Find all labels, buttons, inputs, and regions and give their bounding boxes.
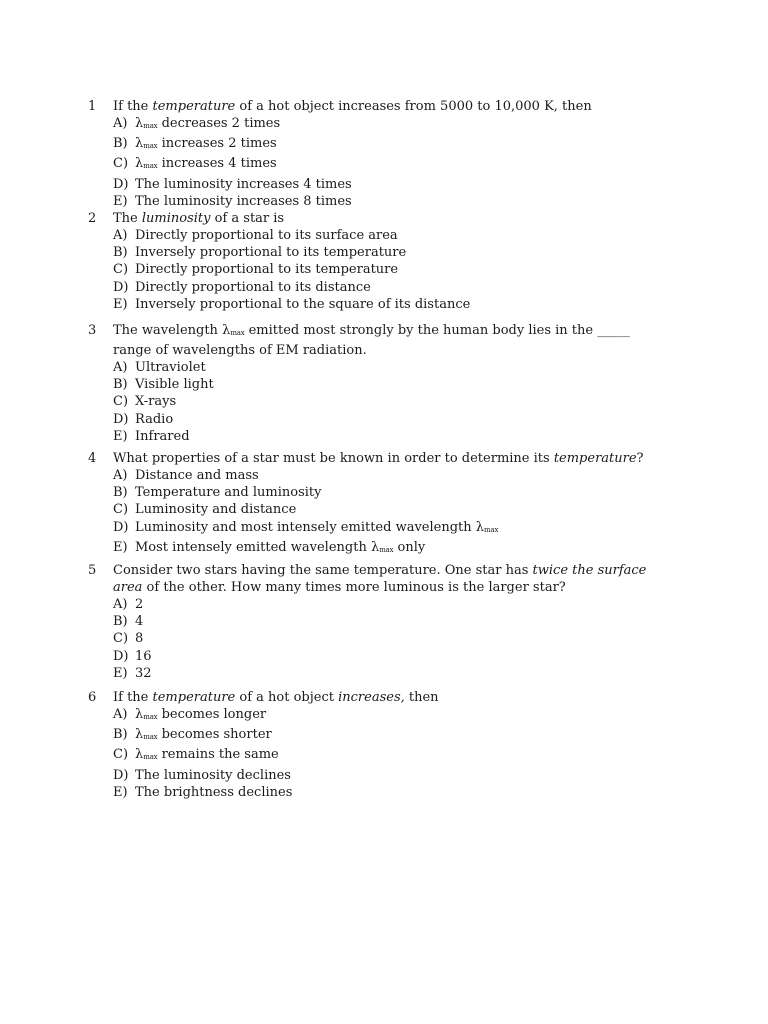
- answer-option: B) λmax increases 2 times: [113, 136, 277, 152]
- answer-option: C) 8: [113, 631, 144, 647]
- answer-option: C) λmax remains the same: [113, 747, 279, 763]
- question-number: 6: [88, 690, 97, 705]
- answer-options: [113, 115, 688, 210]
- answer-options: [113, 467, 688, 559]
- answer-option: C) λmax increases 4 times: [113, 156, 277, 172]
- question-stem: What properties of a star must be known in order to determine its temperature?: [113, 451, 644, 466]
- answer-option: B) Inversely proportional to its temperature: [113, 245, 407, 261]
- answer-option: E) Inversely proportional to the square of its distance: [113, 296, 471, 312]
- question-number: 3: [88, 323, 97, 338]
- answer-option: A) Distance and mass: [113, 468, 259, 483]
- answer-options: [113, 227, 688, 313]
- answer-option: D) The luminosity declines: [113, 767, 291, 783]
- question-stem: If the temperature of a hot object increases from 5000 to 10,000 K, then: [113, 99, 592, 114]
- answer-option: E) 32: [113, 665, 152, 681]
- answer-option: A) λmax decreases 2 times: [113, 116, 281, 131]
- question-stem: The luminosity of a star is: [113, 211, 285, 226]
- answer-options: [113, 359, 688, 445]
- answer-option: D) Directly proportional to its distance: [113, 279, 371, 295]
- answer-option: E) Most intensely emitted wavelength λmax only: [113, 539, 426, 555]
- answer-option: B) λmax becomes shorter: [113, 727, 272, 743]
- answer-option: A) Ultraviolet: [113, 360, 206, 375]
- question-5: [88, 562, 688, 682]
- answer-option: C) X-rays: [113, 394, 177, 410]
- question-1: [88, 98, 688, 210]
- answer-option: A) λmax becomes longer: [113, 707, 267, 722]
- answer-option: A) 2: [113, 597, 144, 612]
- answer-option: B) 4: [113, 614, 144, 630]
- question-stem: If the temperature of a hot object increases, then: [113, 690, 439, 705]
- answer-option: D) Radio: [113, 411, 174, 427]
- answer-options: [113, 706, 688, 801]
- question-3: [88, 322, 688, 445]
- question-stem: The wavelength λmax emitted most strongly by the human body lies in the _____ range of wavelengths of EM radiation.: [113, 323, 630, 358]
- answer-option: E) The brightness declines: [113, 784, 293, 800]
- answer-option: D) The luminosity increases 4 times: [113, 176, 352, 192]
- question-6: [88, 689, 688, 801]
- answer-options: [113, 596, 688, 682]
- question-stem: Consider two stars having the same temperature. One star has twice the surface area of the other. How many times more luminous is the larger star?: [113, 563, 647, 595]
- answer-option: E) The luminosity increases 8 times: [113, 193, 352, 209]
- answer-option: B) Temperature and luminosity: [113, 485, 322, 501]
- question-4: [88, 450, 688, 559]
- answer-option: B) Visible light: [113, 377, 214, 393]
- question-number: 2: [88, 211, 97, 226]
- question-number: 4: [88, 451, 97, 466]
- question-number: 5: [88, 563, 97, 578]
- answer-option: C) Directly proportional to its temperature: [113, 262, 399, 278]
- question-number: 1: [88, 99, 97, 114]
- answer-option: D) Luminosity and most intensely emitted wavelength λmax: [113, 519, 499, 535]
- answer-option: E) Infrared: [113, 428, 190, 444]
- answer-option: C) Luminosity and distance: [113, 502, 297, 518]
- answer-option: D) 16: [113, 648, 152, 664]
- answer-option: A) Directly proportional to its surface area: [113, 228, 398, 243]
- question-2: [88, 210, 688, 313]
